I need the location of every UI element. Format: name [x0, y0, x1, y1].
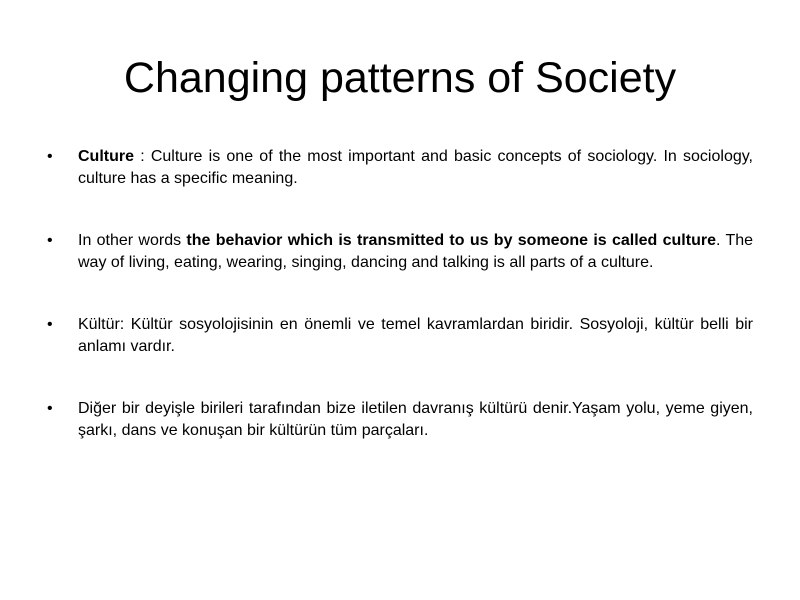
bullet-text-segment: . The way of living, eating, wearing, singing, dancing and talking is all parts of a culture. [78, 232, 754, 271]
bullet-text-segment: Diğer bir deyişle birileri tarafından bize iletilen davranış kültürü denir.Yaşam yolu, yeme giyen, şarkı, dans ve konuşan bir kültürün tüm parçaları. [78, 400, 753, 439]
slide-title: Changing patterns of Society [123, 54, 677, 102]
bullet-icon: • [47, 316, 53, 333]
bullet-text-segment: the behavior which is transmitted to us by someone is called culture [186, 232, 716, 249]
bullet-item-kultur-tanim [47, 314, 753, 358]
bullet-text-segment: Culture [78, 148, 134, 165]
bullet-item-kultur-davranis [47, 398, 753, 442]
bullet-list [47, 146, 753, 442]
bullet-icon: • [47, 232, 53, 249]
bullet-text-segment: Kültür: Kültür sosyolojisinin en önemli ve temel kavramlardan biridir. Sosyoloji, kültür belli bir anlamı vardır. [78, 316, 753, 355]
bullet-item-culture-behavior [47, 230, 753, 274]
bullet-item-culture-definition [47, 146, 753, 190]
bullet-text-segment: : Culture is one of the most important and basic concepts of sociology. In sociology, culture has a specific meaning. [78, 148, 753, 187]
bullet-icon: • [47, 400, 53, 417]
bullet-text-segment: In other words [78, 232, 187, 249]
bullet-icon: • [47, 148, 53, 165]
